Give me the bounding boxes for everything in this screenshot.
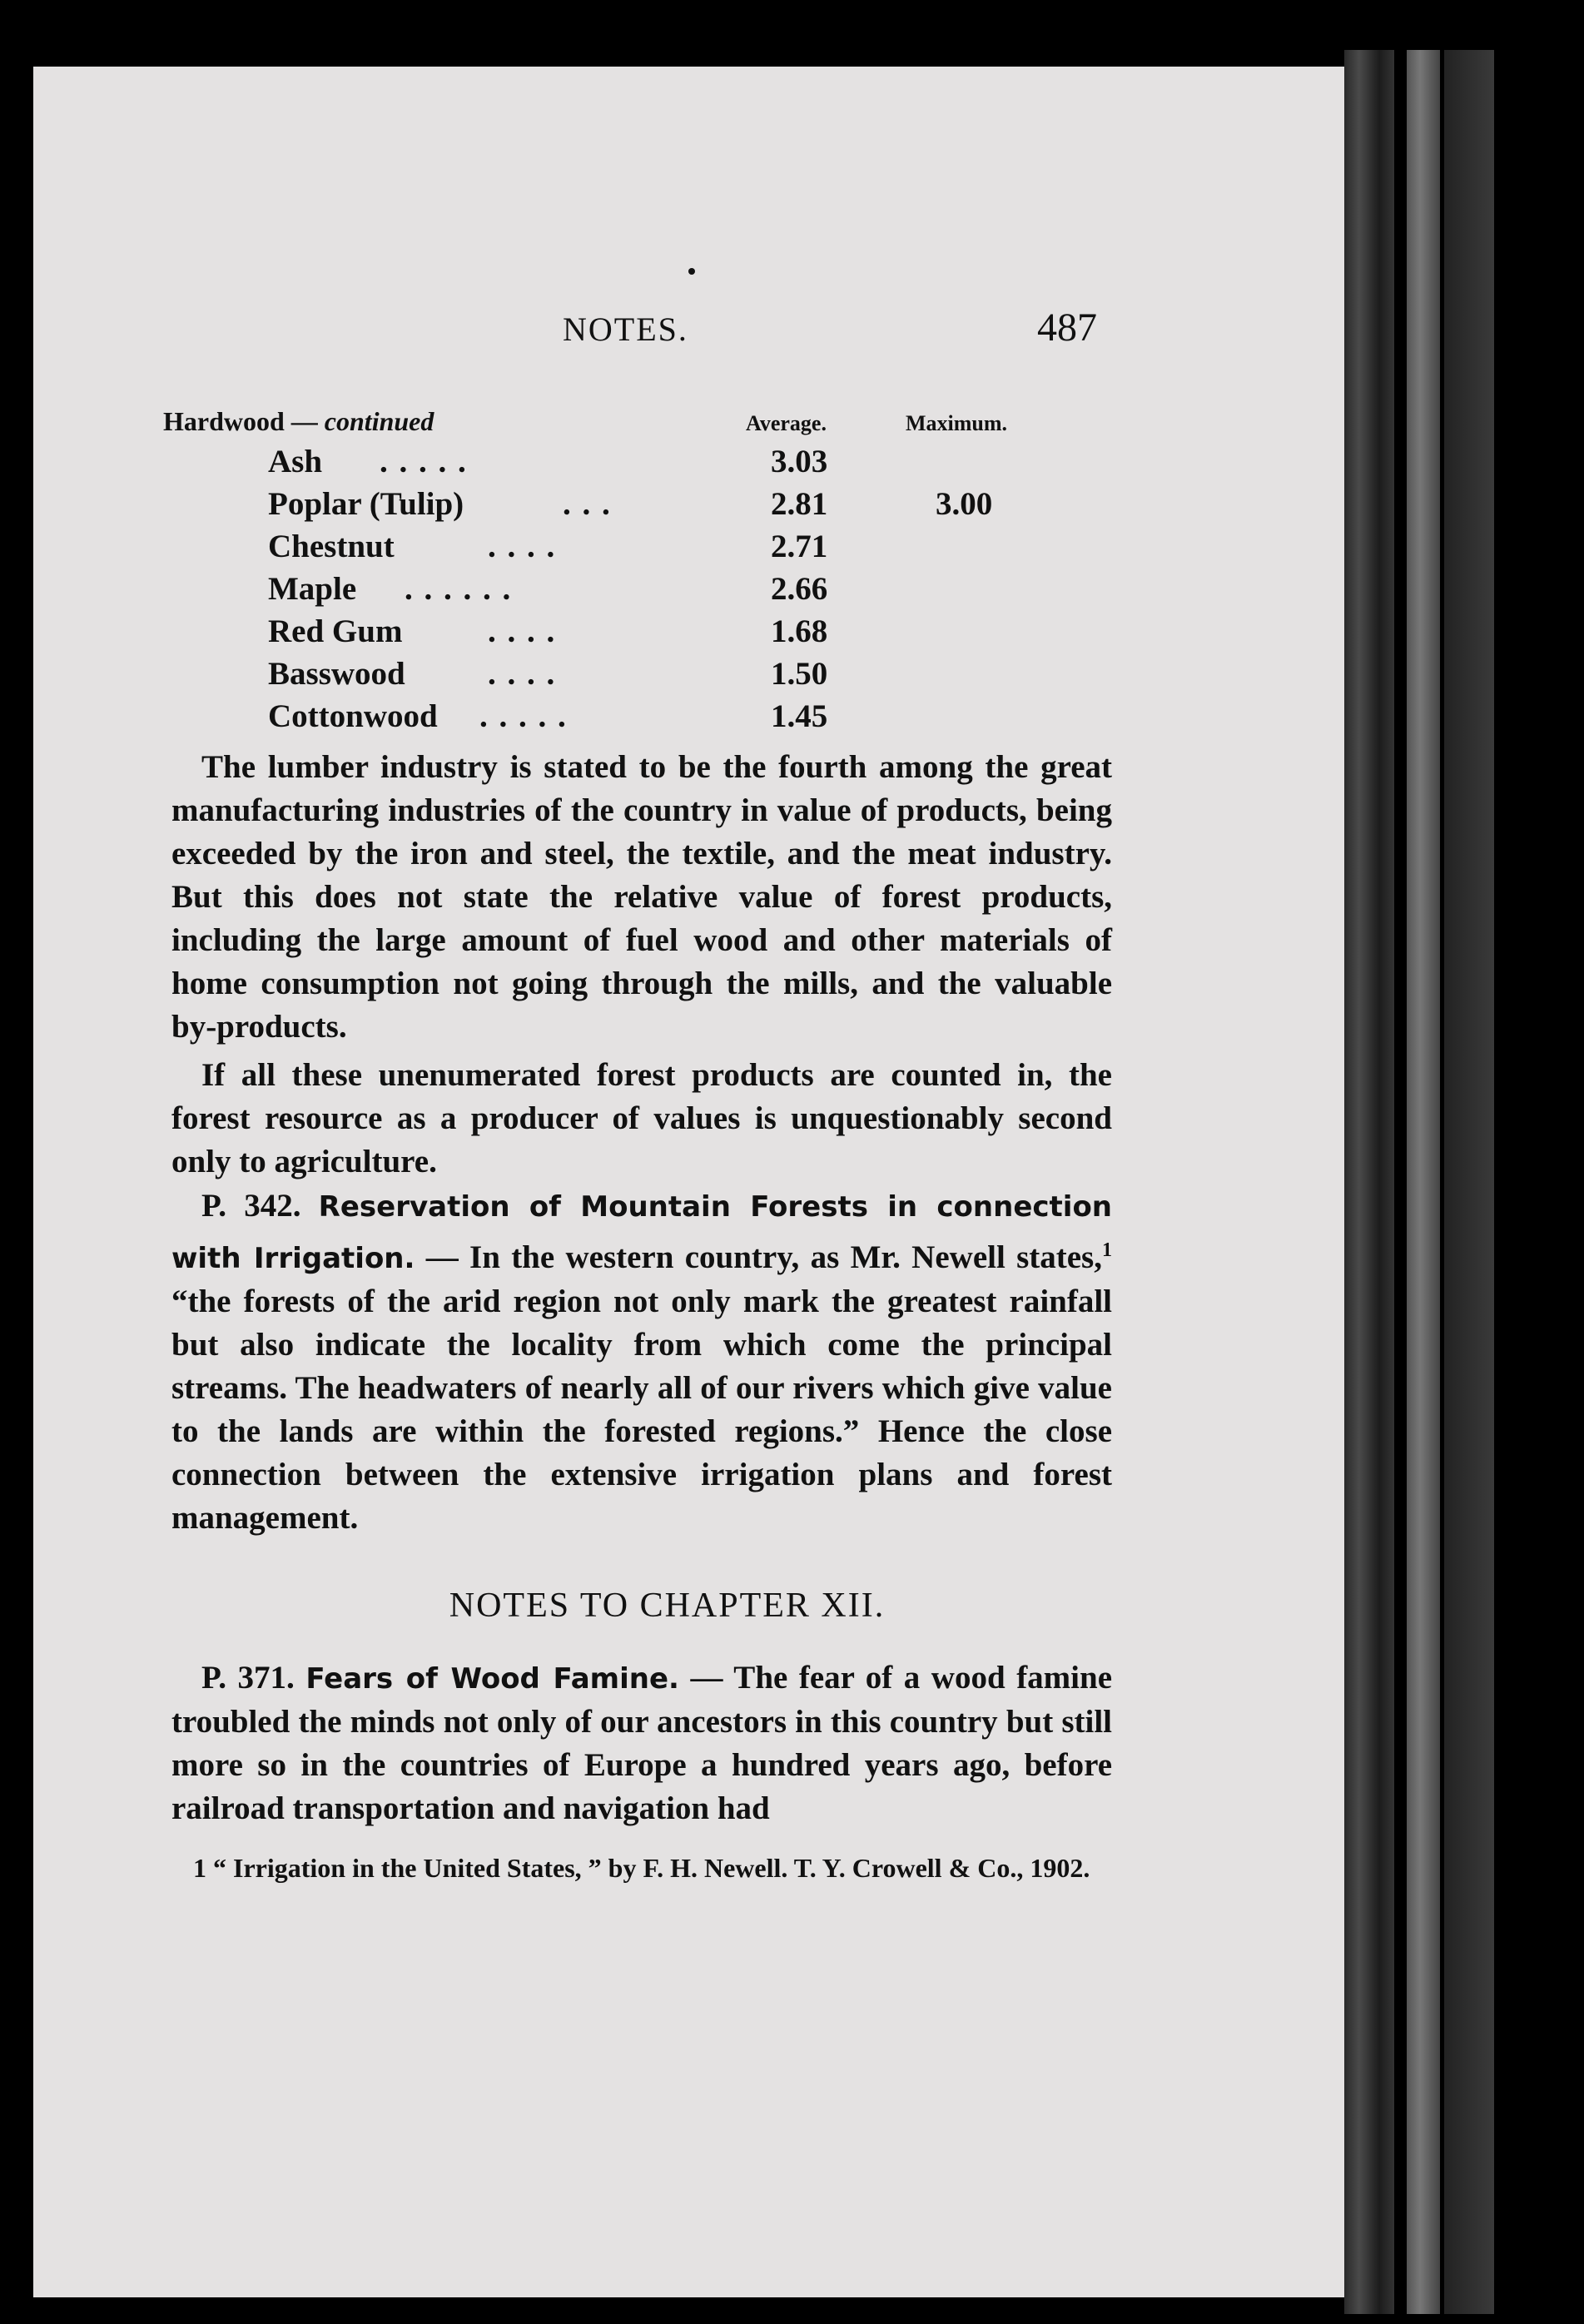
leader-dots: . . . . . . [405,571,513,607]
leader-dots: . . . [563,486,612,522]
leader-dots: . . . . [488,529,557,564]
paragraph-unenumerated-products: If all these unenumerated forest products are counted in, the forest resource as a producer of values is unquestionably second only to agriculture. [171,1057,1112,1179]
footnote [171,1846,1117,1889]
book-spine-edge [1344,50,1394,2314]
leader-dots: . . . . [488,613,557,649]
table-header [163,401,1120,443]
paragraph-text-continued: “the forests of the arid region not only mark the greatest rainfall but also indicate the locality from which come the principal streams. The headwaters of nearly all of our rivers which give value to the lands are within the forested regions.” Hence the close connection between the extensive irrigation plans and forest management. [171,1284,1112,1536]
average-value: 3.03 [771,444,828,479]
ink-speck [688,268,695,275]
average-value: 1.50 [771,656,828,692]
column-maximum-header: Maximum. [906,411,1008,435]
hardwood-table [163,401,1120,740]
paragraph-heading: Fears of Wood Famine. [305,1662,679,1696]
leader-dots: . . . . . [380,444,468,479]
table-row [163,570,1120,613]
average-value: 1.68 [771,613,828,649]
average-value: 2.81 [771,486,828,522]
wood-name: Maple [268,571,357,607]
column-average-header: Average. [746,411,827,435]
maximum-value: 3.00 [936,486,993,522]
paragraph-lumber-industry: The lumber industry is stated to be the fourth among the great manufacturing industries of the country in value of products, being exceeded by the iron and steel, the textile, and the meat industry. But this does not state the relative value of forest products, including the large amount of fuel wood and other materials of home consumption not going through the mills, and the valuable by-products. [171,749,1112,1045]
paragraph-reference: P. 342. [201,1188,301,1224]
wood-name: Poplar (Tulip) [268,486,464,522]
table-label [163,406,434,437]
wood-name: Chestnut [268,529,395,564]
footnote-text: “ Irrigation in the United States, ” by F. H. Newell. T. Y. Crowell & Co., 1902. [213,1853,1090,1883]
leader-dots: . . . . . [479,698,568,734]
book-spine-edge-highlight [1407,50,1440,2314]
running-head [0,305,1584,360]
table-label-text: Hardwood — [163,406,318,436]
average-value: 2.71 [771,529,828,564]
book-spine-edge-shadow [1444,50,1494,2314]
average-value: 1.45 [771,698,828,734]
footnote-mark: 1 [1102,1239,1112,1261]
average-value: 2.66 [771,571,828,607]
paragraph-wood-famine [171,1656,1112,1830]
leader-dots: . . . . [488,656,557,692]
paragraph-text: — In the western country, as Mr. Newell states, [415,1239,1102,1275]
table-label-italic: continued [324,406,434,436]
table-row [163,485,1120,528]
wood-name: Ash [268,444,323,479]
table-row [163,698,1120,740]
running-head-title: NOTES. [563,310,688,348]
table-row [163,613,1120,655]
table-row [163,655,1120,698]
wood-name: Cottonwood [268,698,438,734]
chapter-heading-text: NOTES TO CHAPTER XII. [449,1587,886,1625]
wood-name: Basswood [268,656,405,692]
table-row [163,443,1120,485]
paragraph-text: — The fear of a wood famine troubled the minds not only of our ancestors in this country but still more so in the countries of Europe a hundred years ago, before railroad transportation and navigation had [171,1660,1112,1826]
wood-name: Red Gum [268,613,403,649]
paragraph-reservation-mountain-forests [171,1184,1112,1540]
paragraph-reference: P. 371. [201,1660,295,1696]
table-row [163,528,1120,570]
footnote-mark: 1 [193,1853,206,1883]
page-number: 487 [1037,305,1097,350]
chapter-heading [0,1586,1584,1626]
paragraph-heading: Reservation of Mountain Forests in connection with Irrigation. [171,1190,1113,1275]
